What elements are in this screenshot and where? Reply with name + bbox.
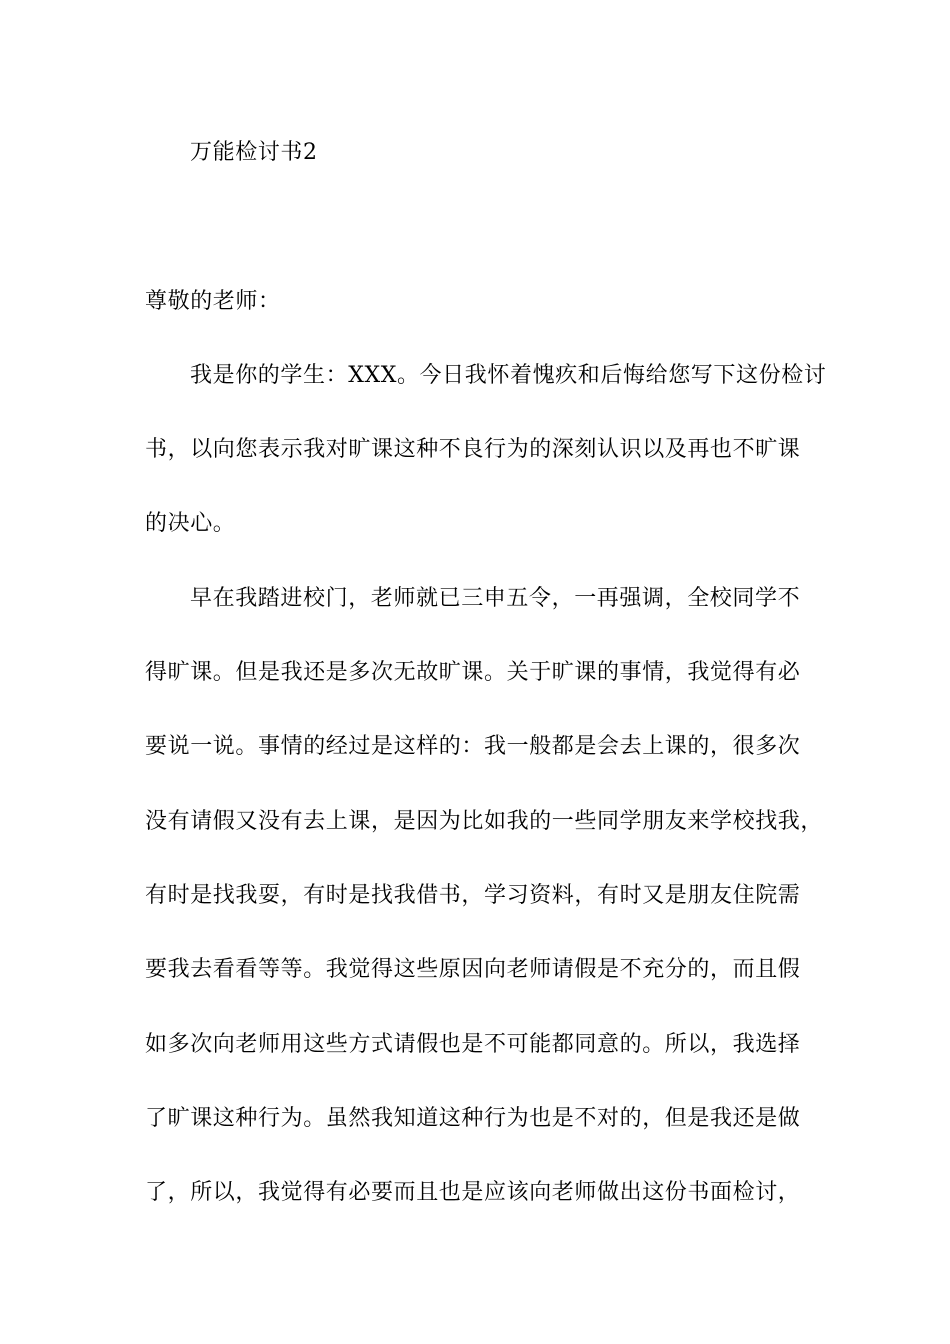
paragraph-line: 我是你的学生：XXX。今日我怀着愧疚和后悔给您写下这份检讨: [190, 363, 827, 388]
paragraph-line: 了旷课这种行为。虽然我知道这种行为也是不对的，但是我还是做: [145, 1106, 801, 1131]
paragraph-line: 如多次向老师用这些方式请假也是不可能都同意的。所以，我选择: [145, 1032, 801, 1057]
paragraph-line: 没有请假又没有去上课，是因为比如我的一些同学朋友来学校找我，: [145, 809, 824, 834]
paragraph-line: 要说一说。事情的经过是这样的：我一般都是会去上课的，很多次: [145, 734, 801, 759]
paragraph-line: 要我去看看等等。我觉得这些原因向老师请假是不充分的，而且假: [145, 957, 801, 982]
document-title: 万能检讨书2: [190, 140, 318, 165]
paragraph-line: 了，所以，我觉得有必要而且也是应该向老师做出这份书面检讨，: [145, 1180, 801, 1205]
paragraph-line: 有时是找我耍，有时是找我借书，学习资料，有时又是朋友住院需: [145, 883, 801, 908]
paragraph-line: 书，以向您表示我对旷课这种不良行为的深刻认识以及再也不旷课: [145, 437, 801, 462]
paragraph-line: 早在我踏进校门，老师就已三申五令，一再强调，全校同学不: [190, 586, 801, 611]
salutation: 尊敬的老师：: [145, 289, 281, 314]
paragraph-line: 得旷课。但是我还是多次无故旷课。关于旷课的事情，我觉得有必: [145, 660, 801, 685]
paragraph-line: 的决心。: [145, 511, 236, 536]
